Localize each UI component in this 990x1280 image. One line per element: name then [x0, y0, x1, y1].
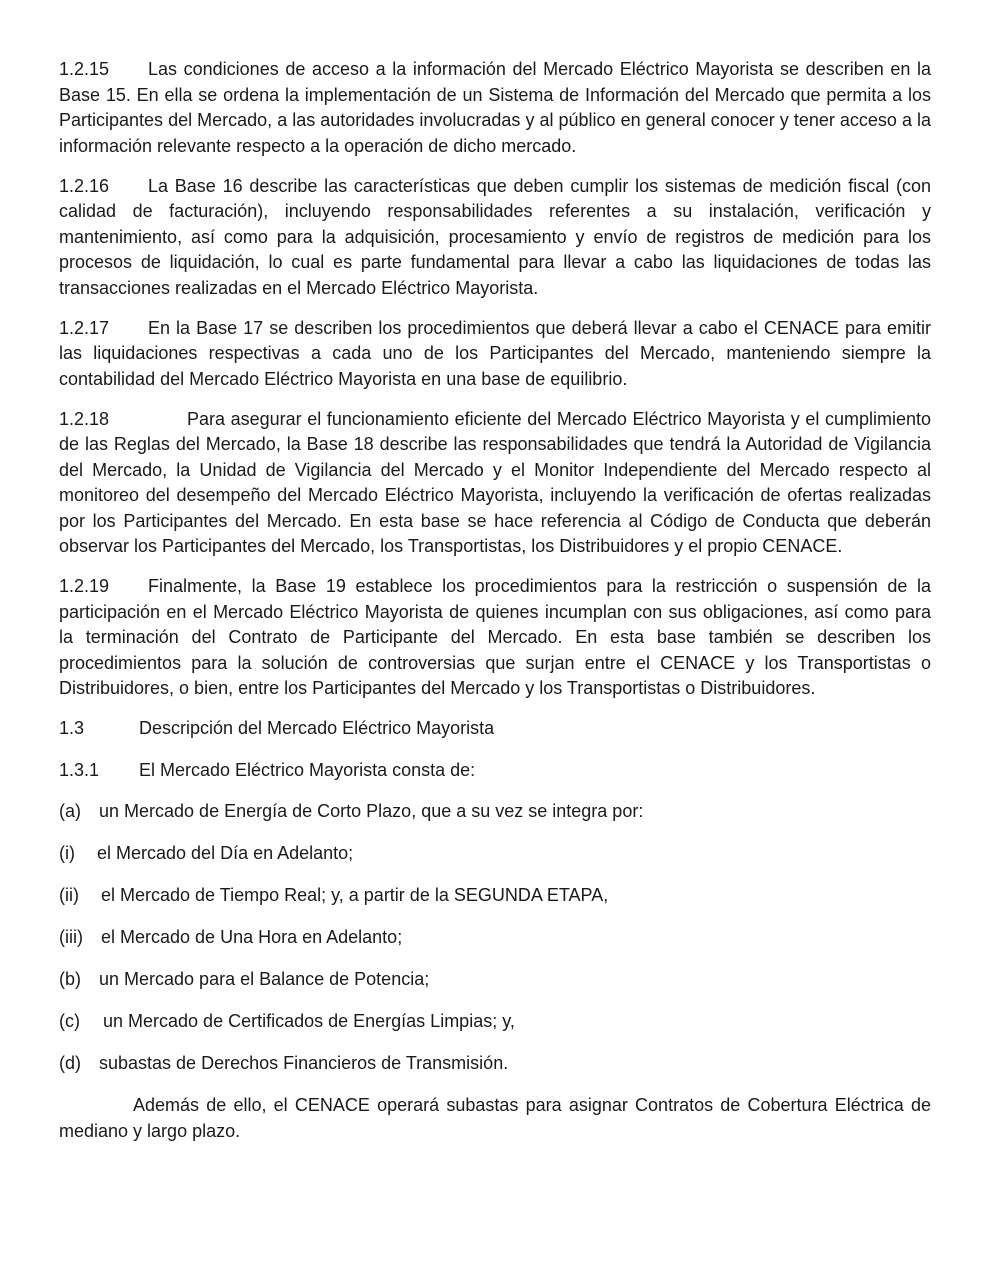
list-item-a [59, 799, 931, 825]
list-item-b [59, 967, 931, 993]
section-number: 1.3 [59, 718, 85, 738]
paragraph-1-2-17 [59, 316, 931, 393]
list-item-ii [59, 883, 931, 909]
subsection-title: El Mercado Eléctrico Mayorista consta de: [139, 759, 476, 780]
list-text: el Mercado de Tiempo Real; y, a partir de la SEGUNDA ETAPA, [101, 885, 609, 905]
list-label: (c) [59, 1011, 80, 1031]
paragraph-text: En la Base 17 se describen los procedimientos que deberá llevar a cabo el CENACE para emitir las liquidaciones respectivas a cada uno de los Participantes del Mercado, manteniendo siempre la contabilidad del Mercado Eléctrico Mayorista en una base de equilibrio. [59, 317, 931, 389]
paragraph-1-2-19 [59, 574, 931, 702]
list-label: (i) [59, 843, 75, 863]
document-page [59, 57, 931, 1144]
paragraph-number: 1.2.16 [59, 175, 110, 196]
paragraph-number: 1.2.17 [59, 317, 110, 338]
paragraph-number: 1.2.18 [59, 408, 110, 429]
paragraph-text: Finalmente, la Base 19 establece los procedimientos para la restricción o suspensión de la participación en el Mercado Eléctrico Mayorista de quienes incumplan con sus obligaciones, así como para la terminación del Contrato de Participante del Mercado. En esta base también se describen los procedimientos para la solución de controversias que surjan entre el CENACE y los Transportistas o Distribuidores, o bien, entre los Participantes del Mercado y los Transportistas o Distribuidores. [59, 576, 931, 698]
list-label: (iii) [59, 927, 83, 947]
list-item-i [59, 841, 931, 867]
subsection-heading [59, 758, 931, 784]
list-text: subastas de Derechos Financieros de Transmisión. [99, 1053, 509, 1073]
list-item-d [59, 1051, 931, 1077]
list-label: (ii) [59, 885, 79, 905]
paragraph-text: Para asegurar el funcionamiento eficiente del Mercado Eléctrico Mayorista y el cumplimiento de las Reglas del Mercado, la Base 18 describe las responsabilidades que tendrá la Autoridad de Vigilancia del Mercado, la Unidad de Vigilancia del Mercado y el Monitor Independiente del Mercado respecto al monitoreo del desempeño del Mercado Eléctrico Mayorista, incluyendo la verificación de ofertas realizadas por los Participantes del Mercado. En esta base se hace referencia al Código de Conducta que deberán observar los Participantes del Mercado, los Transportistas, los Distribuidores y el propio CENACE. [59, 408, 931, 556]
list-text: el Mercado del Día en Adelanto; [97, 843, 354, 863]
list-label: (d) [59, 1053, 81, 1073]
paragraph-number: 1.2.19 [59, 576, 110, 596]
paragraph-text: Las condiciones de acceso a la información del Mercado Eléctrico Mayorista se describen en la Base 15. En ella se ordena la implementación de un Sistema de Información del Mercado que permita a los Participantes del Mercado, a las autoridades involucradas y al público en general conocer y tener acceso a la información relevante respecto a la operación de dicho mercado. [59, 59, 931, 156]
list-text: el Mercado de Una Hora en Adelanto; [101, 927, 403, 947]
list-text: un Mercado de Energía de Corto Plazo, que a su vez se integra por: [99, 801, 644, 821]
subsection-number: 1.3.1 [59, 759, 100, 780]
paragraph-number: 1.2.15 [59, 59, 110, 79]
list-text: un Mercado para el Balance de Potencia; [99, 969, 430, 989]
paragraph-text: La Base 16 describe las características que deben cumplir los sistemas de medición fiscal (con calidad de facturación), incluyendo responsabilidades referentes a su instalación, verificación y mantenimiento, así como para la adquisición, procesamiento y envío de registros de medición para los procesos de liquidación, lo cual es parte fundamental para llevar a cabo las liquidaciones de todas las transacciones realizadas en el Mercado Eléctrico Mayorista. [59, 175, 931, 298]
list-item-iii [59, 925, 931, 951]
list-label: (a) [59, 801, 81, 821]
paragraph-1-2-16 [59, 174, 931, 302]
list-label: (b) [59, 969, 81, 989]
paragraph-1-2-15 [59, 57, 931, 159]
paragraph-1-2-18 [59, 407, 931, 560]
list-text: un Mercado de Certificados de Energías Limpias; y, [103, 1011, 515, 1031]
list-item-c [59, 1009, 931, 1035]
section-title: Descripción del Mercado Eléctrico Mayorista [139, 718, 495, 738]
section-heading [59, 716, 931, 742]
closing-paragraph: Además de ello, el CENACE operará subastas para asignar Contratos de Cobertura Eléctrica de mediano y largo plazo. [59, 1095, 931, 1141]
